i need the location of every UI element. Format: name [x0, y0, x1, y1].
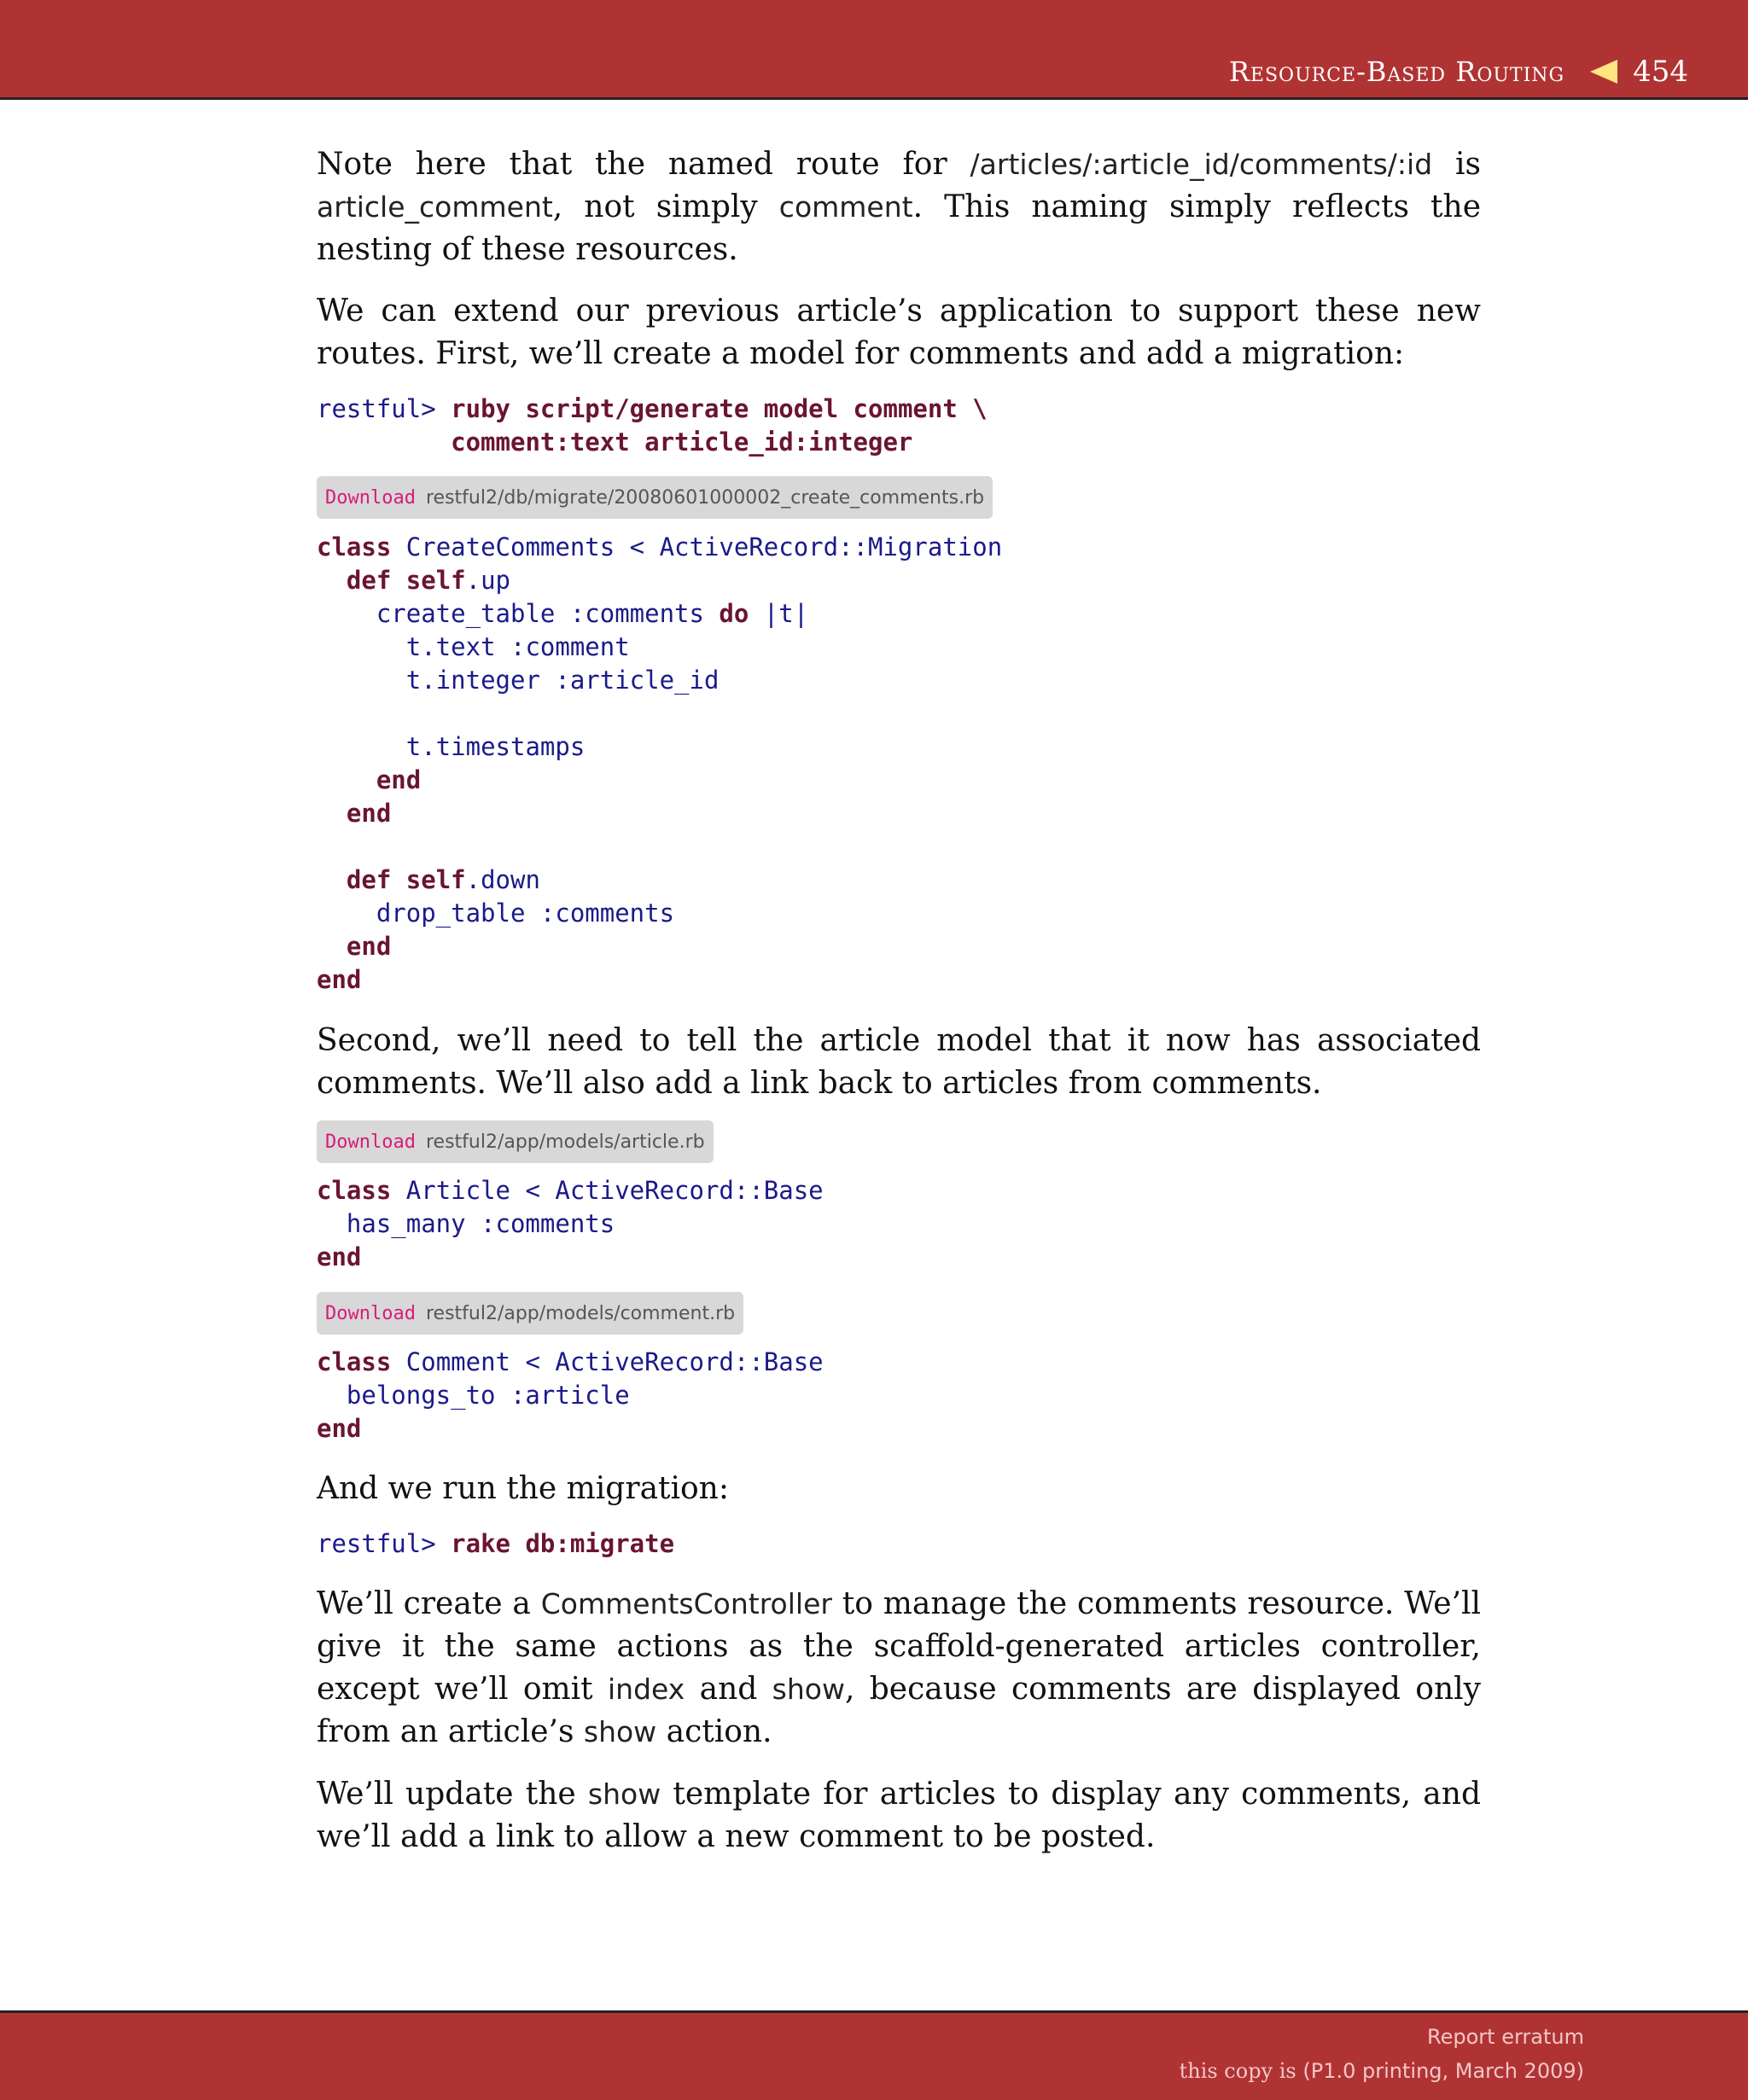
inline-code: show: [772, 1672, 845, 1706]
command-text: comment:text article_id:integer: [451, 428, 913, 457]
text: Note here that the named route for: [317, 147, 970, 182]
section-title: Resource-Based Routing: [1228, 55, 1565, 88]
download-bar-migration[interactable]: [317, 476, 993, 519]
keyword: end: [346, 932, 392, 961]
code-text: has_many :comments: [346, 1209, 615, 1238]
keyword: end: [317, 965, 362, 994]
command-text: rake db:migrate: [451, 1529, 675, 1558]
code-text: belongs_to :article: [346, 1381, 630, 1410]
previous-page-arrow-icon[interactable]: [1590, 60, 1617, 84]
paragraph-run-migration: And we run the migration:: [317, 1471, 729, 1506]
keyword: end: [376, 765, 422, 794]
keyword: self: [405, 865, 466, 894]
command-migrate: [317, 1527, 674, 1561]
file-path: restful2/app/models/comment.rb: [425, 1302, 736, 1324]
code-text: CreateComments < ActiveRecord::Migration: [391, 532, 1003, 561]
page-number: 454: [1633, 55, 1688, 89]
text: , not simply: [552, 189, 779, 224]
keyword: def: [346, 865, 392, 894]
shell-prompt: restful>: [317, 1529, 436, 1558]
keyword: do: [719, 599, 749, 628]
code-text: Article < ActiveRecord::Base: [391, 1176, 824, 1205]
inline-code: /articles/:article_id/comments/:id: [970, 148, 1433, 181]
printing-info: (P1.0 printing, March 2009): [1302, 2059, 1584, 2083]
download-link[interactable]: Download: [325, 486, 416, 509]
code-article-model: [317, 1174, 824, 1274]
text: We’ll create a: [317, 1586, 541, 1621]
keyword: end: [346, 799, 392, 828]
inline-code: show: [587, 1777, 661, 1811]
inline-code: index: [607, 1672, 685, 1706]
paragraph-extend: We can extend our previous article’s application to support these new routes. First, we’ll create a model for comments and add a migration:: [317, 294, 1481, 371]
text: . This naming simply reflects the nesting of these resources.: [317, 189, 1481, 267]
code-text: .up: [465, 566, 511, 595]
code-text: Comment < ActiveRecord::Base: [391, 1347, 824, 1376]
file-path: restful2/db/migrate/20080601000002_create_comments.rb: [425, 486, 985, 509]
keyword: self: [405, 566, 466, 595]
running-head: [1229, 55, 1688, 89]
text: action.: [656, 1714, 772, 1749]
command-text: ruby script/generate model comment \: [451, 394, 988, 423]
copy-info: [1180, 2059, 1584, 2083]
code-text: create_table :comments: [376, 599, 720, 628]
download-bar-article[interactable]: [317, 1120, 714, 1163]
code-text: drop_table :comments: [376, 899, 675, 928]
report-erratum-link[interactable]: Report erratum: [1427, 2025, 1584, 2049]
inline-code: article_comment: [317, 190, 553, 224]
file-path: restful2/app/models/article.rb: [425, 1131, 705, 1153]
download-link[interactable]: Download: [325, 1131, 416, 1153]
shell-prompt: restful>: [317, 394, 436, 423]
paragraph-named-route: [317, 143, 1481, 271]
text: We’ll update the: [317, 1777, 588, 1812]
text: is: [1432, 147, 1481, 182]
paragraph-controller: [317, 1583, 1481, 1754]
code-text: t.text :comment: [405, 632, 630, 661]
text: and: [685, 1672, 772, 1707]
command-generate: [317, 393, 988, 459]
text: to manage the comments resource. We’ll give it the same actions as the scaffold-generated articles controller, except we’ll omit: [317, 1586, 1481, 1707]
page-header: [0, 0, 1748, 100]
paragraph-associate: Second, we’ll need to tell the article model that it now has associated comments. We’ll also add a link back to articles from comments.: [317, 1023, 1481, 1101]
code-text: |t|: [749, 599, 809, 628]
page-footer: [0, 2010, 1748, 2100]
keyword: class: [317, 1347, 392, 1376]
code-text: t.timestamps: [405, 732, 586, 761]
inline-code: comment: [778, 190, 913, 224]
download-link[interactable]: Download: [325, 1302, 416, 1324]
keyword: end: [317, 1414, 362, 1443]
code-comment-model: [317, 1346, 824, 1446]
copy-prefix: this copy is: [1179, 2059, 1303, 2083]
keyword: def: [346, 566, 392, 595]
keyword: class: [317, 532, 392, 561]
inline-code: show: [583, 1715, 657, 1748]
text: template for articles to display any comments, and we’ll add a link to allow a new comment to be posted.: [317, 1777, 1481, 1854]
download-bar-comment[interactable]: [317, 1292, 743, 1335]
code-text: .down: [465, 865, 540, 894]
text: , because comments are displayed only from an article’s: [317, 1672, 1481, 1749]
keyword: end: [317, 1242, 362, 1271]
keyword: class: [317, 1176, 392, 1205]
paragraph-show-template: [317, 1773, 1481, 1859]
inline-code: CommentsController: [540, 1587, 832, 1620]
code-migration: [317, 531, 1002, 997]
code-text: t.integer :article_id: [405, 666, 720, 695]
